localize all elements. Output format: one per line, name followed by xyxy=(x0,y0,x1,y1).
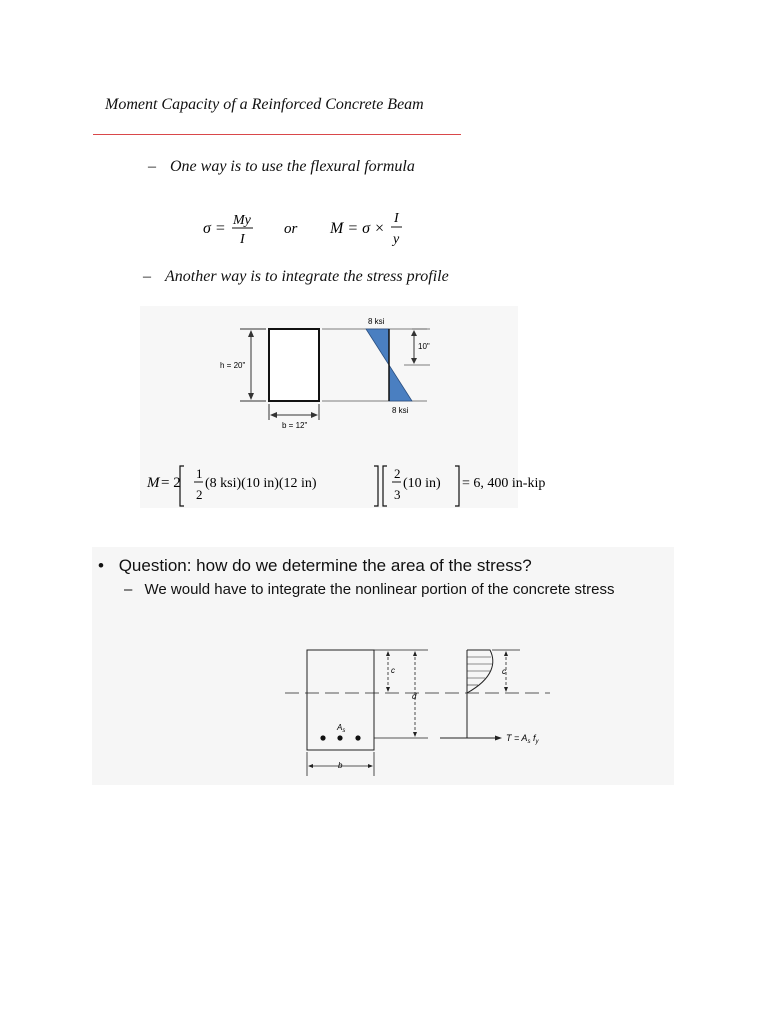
title-underline xyxy=(93,134,461,135)
beam-section xyxy=(307,650,374,750)
formula-result: = 6, 400 in-kip xyxy=(462,476,546,491)
fraction-num: 1 xyxy=(196,466,203,481)
question-bullet: • xyxy=(98,556,104,575)
arrowhead xyxy=(248,330,254,337)
fraction-den: 2 xyxy=(196,487,203,502)
bracket xyxy=(383,466,387,506)
sub-dash: – xyxy=(124,581,133,598)
rebar-dot xyxy=(337,735,342,740)
fraction-num: 2 xyxy=(394,466,401,481)
arrowhead xyxy=(368,764,373,768)
c-label: c xyxy=(391,666,395,675)
arrowhead xyxy=(504,651,508,656)
as-sub: s xyxy=(342,728,346,734)
bracket xyxy=(455,466,459,506)
arrowhead xyxy=(308,764,313,768)
bullet-flexural xyxy=(148,158,415,176)
c2-label: c xyxy=(502,667,506,676)
t-main: T = A xyxy=(506,733,528,743)
formula-num-i: I xyxy=(394,211,399,226)
formula-m-lhs: M = σ × xyxy=(330,220,385,237)
half-depth-label: 10" xyxy=(418,342,430,351)
arrowhead xyxy=(411,330,417,336)
bullet-integrate xyxy=(143,268,449,286)
beam-section xyxy=(269,329,319,401)
t-sub-y: y xyxy=(535,739,539,745)
b-label: b = 12" xyxy=(282,421,308,430)
bullet-dash: – xyxy=(143,268,151,285)
compression-stress-block xyxy=(366,329,389,365)
arrowhead xyxy=(411,358,417,364)
arrowhead xyxy=(504,687,508,692)
arrowhead xyxy=(413,732,417,737)
top-stress-label: 8 ksi xyxy=(368,317,385,326)
tension-label xyxy=(506,733,539,745)
rebar-dot xyxy=(355,735,360,740)
arrowhead xyxy=(248,393,254,400)
question-text: Question: how do we determine the area of the stress? xyxy=(118,556,532,575)
d-label: d xyxy=(412,692,417,701)
bullet-text: Another way is to integrate the stress profile xyxy=(165,268,449,285)
formula-eq: = 2 xyxy=(161,475,181,491)
formula-or: or xyxy=(284,221,298,237)
parabolic-stress-curve xyxy=(467,650,493,693)
page-title: Moment Capacity of a Reinforced Concrete Beam xyxy=(105,96,424,113)
formula-den-y: y xyxy=(393,232,400,247)
arrowhead xyxy=(311,412,318,418)
formula-num-my: My xyxy=(233,213,251,228)
formula-den-i: I xyxy=(240,232,245,247)
question-subline xyxy=(124,581,615,598)
b-label: b xyxy=(338,761,343,770)
formula-term2: (10 in) xyxy=(403,476,441,491)
bracket xyxy=(374,466,378,506)
nonlinear-stress-figure xyxy=(280,640,580,780)
t-sub-s: s xyxy=(527,739,531,745)
bullet-dash: – xyxy=(148,158,156,175)
question-line xyxy=(98,556,532,576)
t-fy: f xyxy=(530,733,536,743)
arrowhead xyxy=(495,736,502,741)
moment-formula xyxy=(146,466,545,506)
formula-m: M xyxy=(147,475,160,491)
h-label: h = 20" xyxy=(220,361,246,370)
as-label xyxy=(336,723,345,734)
formula-term1: (8 ksi)(10 in)(12 in) xyxy=(205,476,317,491)
flexural-formula xyxy=(195,205,425,253)
fraction-den: 3 xyxy=(394,487,401,502)
tension-stress-block xyxy=(389,365,412,401)
bullet-text: One way is to use the flexural formula xyxy=(170,158,415,175)
rebar-dot xyxy=(320,735,325,740)
formula-sigma-lhs: σ = xyxy=(203,220,226,237)
sub-text: We would have to integrate the nonlinear portion of the concrete stress xyxy=(144,581,615,598)
arrowhead xyxy=(270,412,277,418)
as-main: A xyxy=(337,723,343,732)
linear-stress-figure xyxy=(140,306,546,508)
arrowhead xyxy=(413,651,417,656)
arrowhead xyxy=(386,651,390,656)
arrowhead xyxy=(386,687,390,692)
bottom-stress-label: 8 ksi xyxy=(392,406,409,415)
